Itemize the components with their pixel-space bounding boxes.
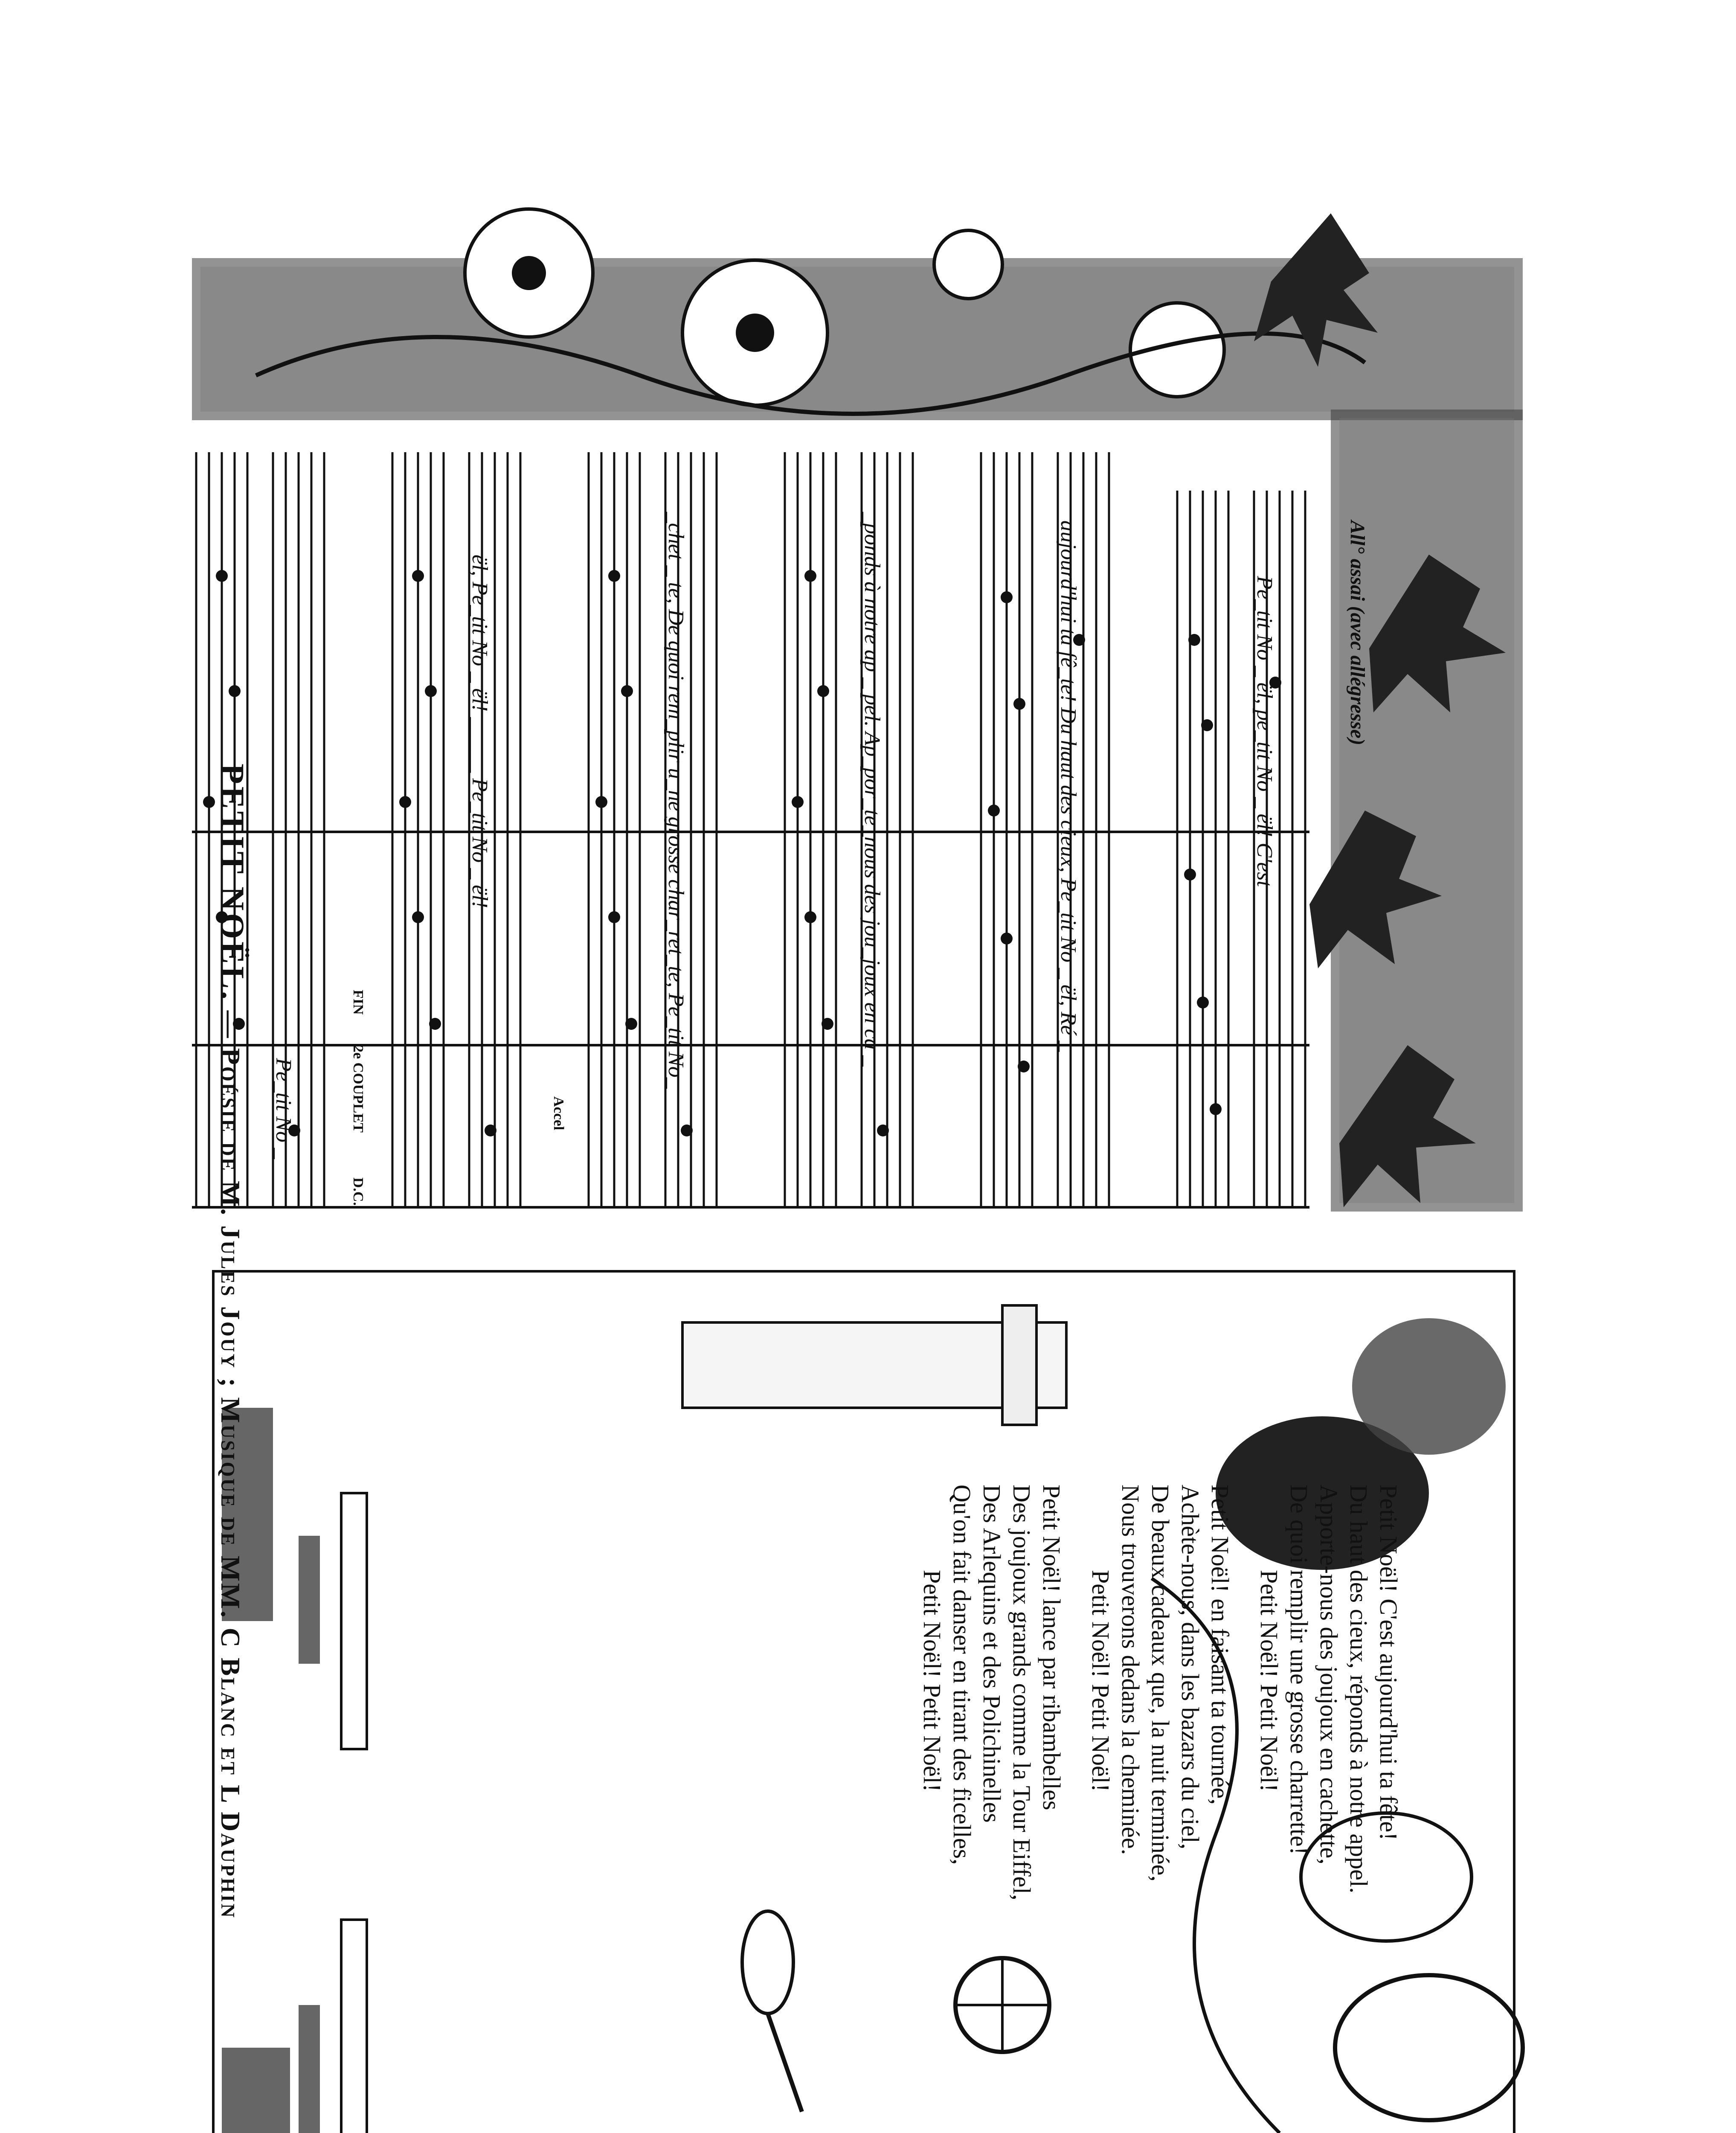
verse-2 <box>1086 1485 1235 1996</box>
verse-2-line-5: Petit Noël! Petit Noël! <box>1087 1570 1115 1792</box>
fin-marker: FIN <box>350 990 366 1015</box>
caption-title: PETIT NOËL. <box>214 764 251 1002</box>
verse-3-line-2: Des joujoux grands comme la Tour Eiffel, <box>1008 1485 1036 1901</box>
verse-3-line-3: Des Arlequins et des Polichinelles <box>978 1485 1006 1823</box>
verse-2-line-3: De beaux cadeaux que, la nuit terminée, <box>1147 1485 1174 1882</box>
verse-2-line-4: Nous trouverons dedans la cheminée. <box>1117 1485 1144 1855</box>
caption <box>213 764 252 2133</box>
verse-3-line-1: Petit Noël! lance par ribambelles <box>1038 1485 1065 1810</box>
verse-3-line-4: Qu'on fait danser en tirant des ficelles, <box>948 1485 976 1865</box>
tempo-marking: All° assai (avec allégresse) <box>1346 520 1369 746</box>
verses <box>918 1485 1403 1996</box>
lyric-line-1: Pe_tit No _ ël, pe_tit No _ ël! C'est <box>1252 576 1277 887</box>
verse-3 <box>917 1485 1066 1996</box>
dc-marker: D.C. <box>350 1177 366 1206</box>
second-couplet-marker: 2e COUPLET <box>350 1045 366 1133</box>
lyric-line-4: _chet _ te, De quoi rem_plir u_ne grosse char_ret_te, Pe_tit No_ <box>664 512 688 1089</box>
verse-1-line-3: Apporte-nous des joujoux en cachette, <box>1315 1485 1343 1865</box>
verse-1-line-5: Petit Noël! Petit Noël! <box>1255 1570 1283 1792</box>
verse-2-line-1: Petit Noël! en faisant ta tournée, <box>1206 1485 1234 1805</box>
lyric-line-3: _ponds à notre ap _ pel. Ap_por_te_nous des jou_joux en ca _ <box>860 512 884 1066</box>
verse-2-line-2: Achète-nous, dans les bazars du ciel, <box>1176 1485 1204 1850</box>
accel-marker: Accel <box>551 1096 566 1130</box>
verse-1-line-2: Du haut des cieux, réponds à notre appel. <box>1345 1485 1373 1894</box>
caption-credit: — Poésie de M. Jules Jouy ; Musique de MM. C Blanc et L Dauphin <box>215 1010 246 1919</box>
verse-3-line-5: Petit Noël! Petit Noël! <box>918 1570 946 1792</box>
verse-1-line-4: De quoi remplir une grosse charrette! <box>1285 1485 1313 1855</box>
verse-1 <box>1254 1485 1403 1996</box>
verse-1-line-1: Petit Noël! C'est aujourd'hui ta fête! <box>1375 1485 1402 1841</box>
lyric-line-2: aujourd'hui ta fê_te! Du haut des cieux, Pe_tit No _ ël, Ré _ <box>1056 520 1080 1052</box>
lyric-line-5: ël, Pe_tit No _ ël! _____ Pe_tit No _ ël! <box>467 555 492 908</box>
lyric-line-6: Pe_tit No _ <box>271 1058 296 1159</box>
